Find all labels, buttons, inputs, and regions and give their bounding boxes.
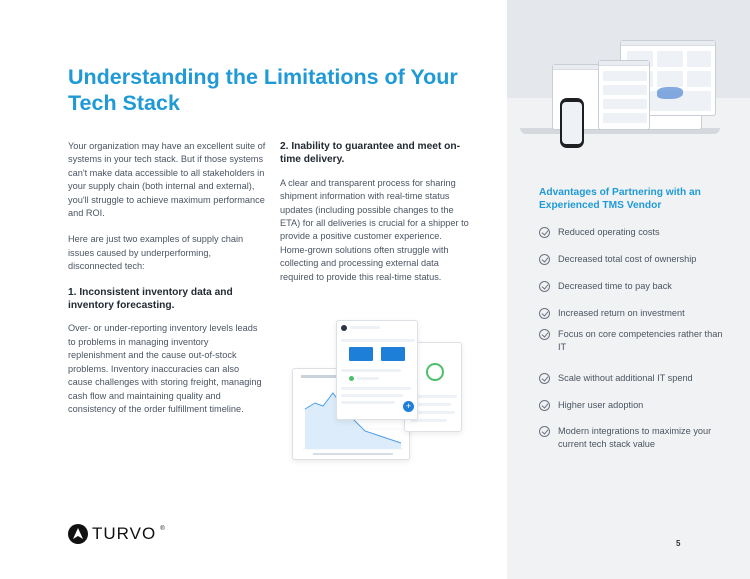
advantage-label: Decreased total cost of ownership [558, 254, 697, 264]
brand-logo [68, 524, 165, 544]
issue2-body: A clear and transparent process for sharing shipment information with real-time status updates (including possible changes to the ETA) for all deliveries is crucial for a shipper to provide a positive customer experience. Home-grown solutions often struggle with collecting and processing external data required to provide this real-time status. [280, 177, 469, 282]
issue1-heading: 1. Inconsistent inventory data and inventory forecasting. [68, 286, 233, 312]
advantages-heading: Advantages of Partnering with an Experienced TMS Vendor [539, 187, 701, 212]
intro-paragraph: Your organization may have an excellent suite of systems in your tech stack. But if those systems can't make data accessible to all stakeholders in your supply chain (both internal and external), you'll struggle to achieve maximum performance and ROI. [68, 141, 266, 219]
progress-ring-icon [426, 363, 444, 381]
list-item [539, 307, 729, 328]
issue2-heading: 2. Inability to guarantee and meet on-time delivery. [280, 141, 461, 166]
check-circle-icon [539, 373, 550, 384]
list-item [539, 328, 729, 372]
list-item [539, 425, 729, 450]
us-map-icon [657, 87, 683, 99]
list-item [539, 280, 729, 307]
list-item [539, 226, 729, 253]
check-circle-icon [539, 329, 550, 340]
metric-tile-right [381, 347, 405, 361]
advantage-label: Increased return on investment [558, 308, 685, 318]
advantage-label: Higher user adoption [558, 400, 644, 410]
list-item [539, 399, 729, 425]
check-circle-icon [539, 426, 550, 437]
left-column [68, 140, 266, 429]
check-circle-icon [539, 254, 550, 265]
metric-tile-left [349, 347, 373, 361]
advantage-label: Modern integrations to maximize your current tech stack value [558, 426, 712, 449]
check-circle-icon [539, 400, 550, 411]
advantage-label: Focus on core competencies rather than IT [558, 329, 723, 352]
check-circle-icon [539, 227, 550, 238]
issue1-body: Over- or under-reporting inventory levels leads to problems in managing inventory replenishment and the cause out-of-stock problems. Inventory inaccuracies can also cause challenges with storing freight, managing cash flow and maintaining quality and consistency of the order fulfillment timeline. [68, 323, 262, 414]
page-title: Understanding the Limitations of Your Tech Stack [68, 65, 458, 115]
advantages-list [539, 226, 729, 450]
registered-mark: ® [160, 526, 165, 532]
check-circle-icon [539, 308, 550, 319]
list-item [539, 372, 729, 399]
phone-device [560, 98, 584, 148]
list-item [539, 253, 729, 280]
add-fab-icon: + [403, 401, 414, 412]
shipment-card [336, 320, 418, 420]
page-number: 5 [676, 539, 681, 548]
turvo-logo-icon [68, 524, 88, 544]
brand-name: TURVO [92, 524, 157, 543]
advantage-label: Reduced operating costs [558, 227, 660, 237]
middle-column [280, 140, 470, 297]
advantage-label: Scale without additional IT spend [558, 373, 693, 383]
examples-intro-paragraph: Here are just two examples of supply chain issues caused by underperforming, disconnected tech: [68, 234, 244, 272]
advantage-label: Decreased time to pay back [558, 281, 672, 291]
tablet-screen [598, 60, 650, 130]
check-circle-icon [539, 281, 550, 292]
